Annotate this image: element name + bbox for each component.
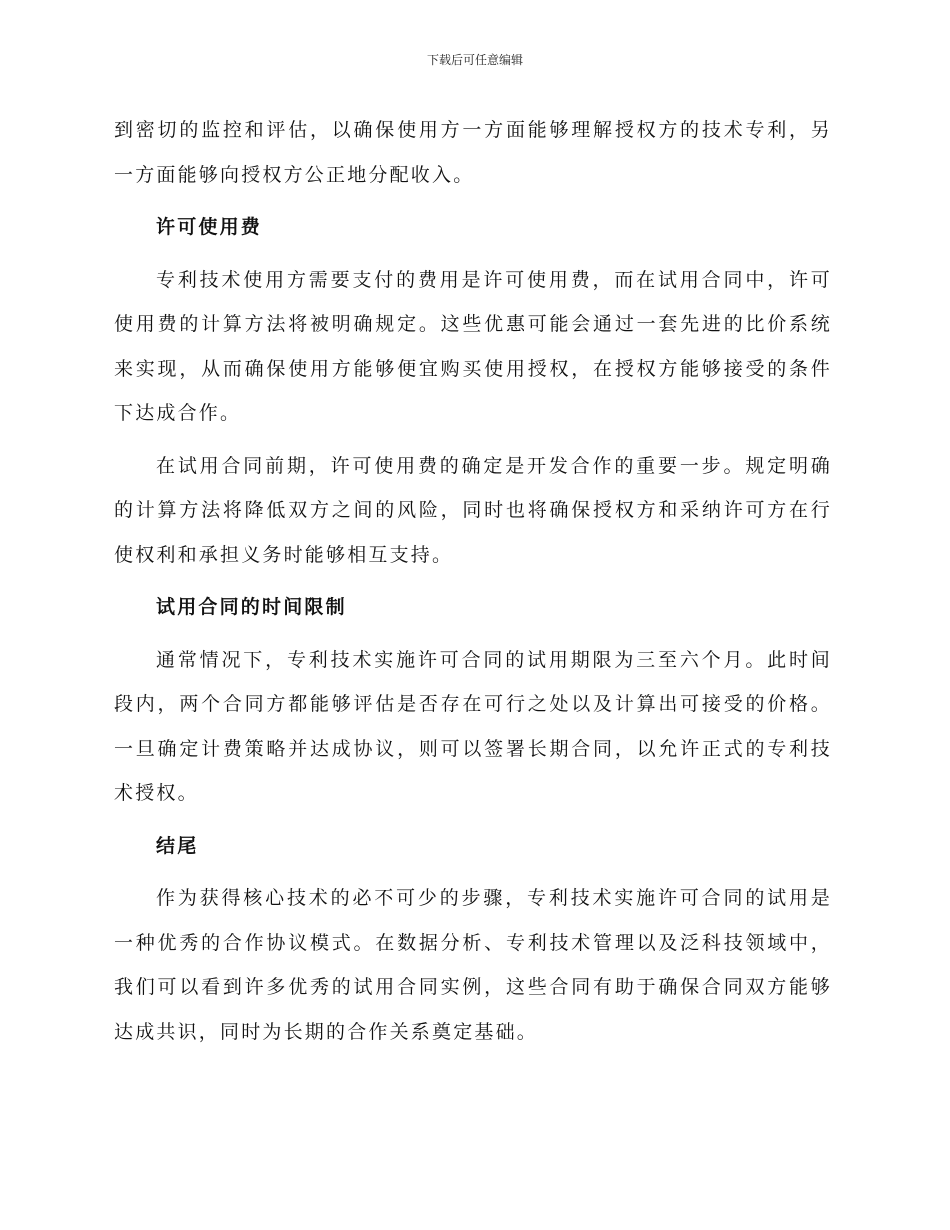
paragraph-license-fee-2: 在试用合同前期，许可使用费的确定是开发合作的重要一步。规定明确的计算方法将降低双方之间的风险，同时也将确保授权方和采纳许可方在行使权利和承担义务时能够相互支持。 bbox=[114, 454, 832, 566]
spacer bbox=[114, 816, 832, 824]
spacer bbox=[114, 436, 832, 444]
document-body bbox=[114, 108, 832, 1054]
spacer bbox=[114, 250, 832, 258]
paragraph-trial-period: 通常情况下，专利技术实施许可合同的试用期限为三至六个月。此时间段内，两个合同方都能够评估是否存在可行之处以及计算出可接受的价格。一旦确定计费策略并达成协议，则可以签署长期合同，以允许正式的专利技术授权。 bbox=[114, 648, 832, 804]
spacer bbox=[114, 577, 832, 585]
spacer bbox=[114, 868, 832, 876]
page-header: 下载后可任意编辑 bbox=[426, 53, 523, 67]
section-heading-conclusion: 结尾 bbox=[156, 834, 199, 857]
section-heading-license-fee: 许可使用费 bbox=[156, 216, 263, 238]
paragraph-license-fee-1: 专利技术使用方需要支付的费用是许可使用费，而在试用合同中，许可使用费的计算方法将被明确规定。这些优惠可能会通过一套先进的比价系统来实现，从而确保使用方能够便宜购买使用授权，在授权方能够接受的条件下达成合作。 bbox=[114, 268, 832, 424]
paragraph-continued: 到密切的监控和评估，以确保使用方一方面能够理解授权方的技术专利，另一方面能够向授权方公正地分配收入。 bbox=[114, 119, 832, 186]
section-heading-trial-period: 试用合同的时间限制 bbox=[156, 596, 347, 618]
spacer bbox=[114, 197, 832, 205]
spacer bbox=[114, 630, 832, 638]
paragraph-conclusion: 作为获得核心技术的必不可少的步骤，专利技术实施许可合同的试用是一种优秀的合作协议模式。在数据分析、专利技术管理以及泛科技领域中，我们可以看到许多优秀的试用合同实例，这些合同有助于确保合同双方能够达成共识，同时为长期的合作关系奠定基础。 bbox=[114, 887, 832, 1043]
